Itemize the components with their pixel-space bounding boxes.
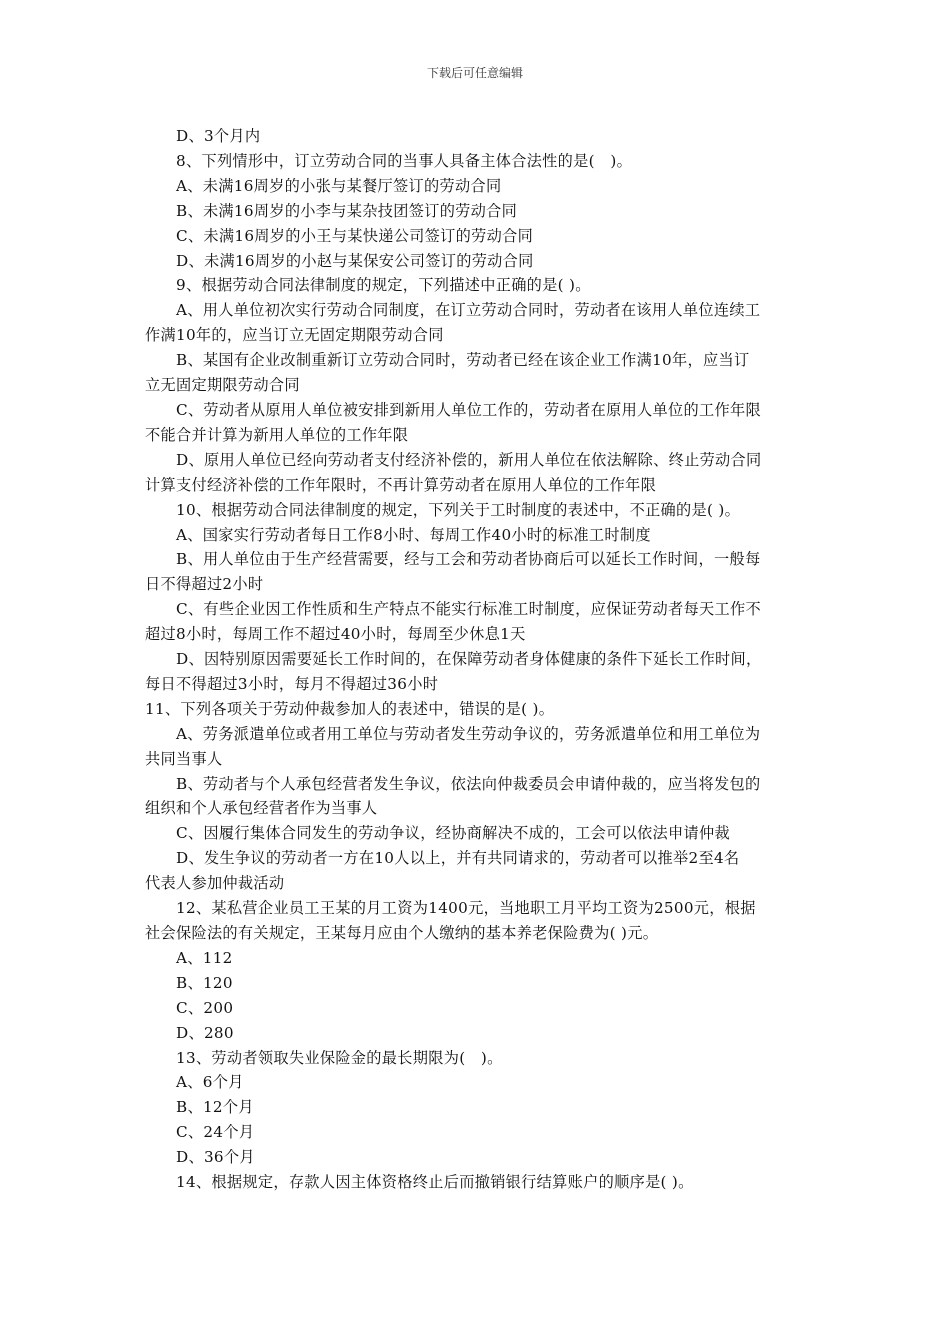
text-line: B、某国有企业改制重新订立劳动合同时，劳动者已经在该企业工作满10年，应当订 [176, 351, 750, 370]
text-line: B、120 [176, 973, 233, 992]
text-line: D、36个月 [176, 1148, 255, 1167]
text-line: B、未满16周岁的小李与某杂技团签订的劳动合同 [176, 201, 518, 220]
text-line: B、12个月 [176, 1098, 254, 1117]
text-line: 代表人参加仲裁活动 [145, 874, 285, 893]
text-line: 10、根据劳动合同法律制度的规定，下列关于工时制度的表述中，不正确的是( )。 [176, 500, 741, 519]
text-line: C、200 [176, 998, 234, 1017]
text-line: 12、某私营企业员工王某的月工资为1400元，当地职工月平均工资为2500元，根据 [176, 899, 756, 918]
text-line: D、因特别原因需要延长工作时间的，在保障劳动者身体健康的条件下延长工作时间， [176, 650, 762, 669]
text-line: 作满10年的，应当订立无固定期限劳动合同 [145, 326, 444, 345]
text-line: 每日不得超过3小时，每月不得超过36小时 [145, 674, 439, 693]
text-line: A、112 [176, 948, 233, 967]
text-line: 11、下列各项关于劳动仲裁参加人的表述中，错误的是( )。 [145, 699, 555, 718]
text-line: D、原用人单位已经向劳动者支付经济补偿的，新用人单位在依法解除、终止劳动合同 [176, 450, 762, 469]
text-line: 立无固定期限劳动合同 [145, 376, 300, 395]
text-line: D、未满16周岁的小赵与某保安公司签订的劳动合同 [176, 251, 534, 270]
document-body [145, 124, 810, 1195]
text-line: B、劳动者与个人承包经营者发生争议，依法向仲裁委员会申请仲裁的，应当将发包的 [176, 774, 761, 793]
text-line: 组织和个人承包经营者作为当事人 [145, 799, 378, 818]
text-line: C、劳动者从原用人单位被安排到新用人单位工作的，劳动者在原用人单位的工作年限 [176, 400, 761, 419]
text-line: 社会保险法的有关规定，王某每月应由个人缴纳的基本养老保险费为( )元。 [145, 924, 659, 942]
text-line: A、用人单位初次实行劳动合同制度，在订立劳动合同时，劳动者在该用人单位连续工 [176, 301, 761, 320]
page-header: 下载后可任意编辑 [426, 66, 523, 80]
text-line: C、24个月 [176, 1123, 255, 1142]
text-line: 8、下列情形中，订立劳动合同的当事人具备主体合法性的是( )。 [176, 151, 633, 170]
text-line: 9、根据劳动合同法律制度的规定，下列描述中正确的是( )。 [176, 276, 591, 295]
text-line: 计算支付经济补偿的工作年限时，不再计算劳动者在原用人单位的工作年限 [145, 475, 657, 494]
text-line: D、3个月内 [176, 127, 261, 145]
text-line: A、国家实行劳动者每日工作8小时、每周工作40小时的标准工时制度 [176, 525, 651, 544]
text-line: 超过8小时，每周工作不超过40小时，每周至少休息1天 [145, 625, 526, 644]
text-line: A、劳务派遣单位或者用工单位与劳动者发生劳动争议的，劳务派遣单位和用工单位为 [176, 724, 761, 743]
text-line: 日不得超过2小时 [145, 575, 264, 594]
text-line: 不能合并计算为新用人单位的工作年限 [145, 425, 409, 444]
text-line: A、6个月 [176, 1073, 244, 1092]
text-line: D、发生争议的劳动者一方在10人以上，并有共同请求的，劳动者可以推举2至4名 [176, 849, 740, 868]
text-line: 共同当事人 [145, 749, 223, 768]
text-line: C、未满16周岁的小王与某快递公司签订的劳动合同 [176, 226, 534, 245]
text-line: D、280 [176, 1023, 234, 1042]
text-line: 13、劳动者领取失业保险金的最长期限为( )。 [176, 1048, 503, 1067]
text-line: B、用人单位由于生产经营需要，经与工会和劳动者协商后可以延长工作时间，一般每 [176, 550, 761, 569]
text-line: C、因履行集体合同发生的劳动争议，经协商解决不成的，工会可以依法申请仲裁 [176, 824, 730, 843]
text-line: 14、根据规定，存款人因主体资格终止后而撤销银行结算账户的顺序是( )。 [176, 1173, 694, 1192]
text-line: C、有些企业因工作性质和生产特点不能实行标准工时制度，应保证劳动者每天工作不 [176, 600, 761, 619]
text-line: A、未满16周岁的小张与某餐厅签订的劳动合同 [176, 176, 502, 195]
